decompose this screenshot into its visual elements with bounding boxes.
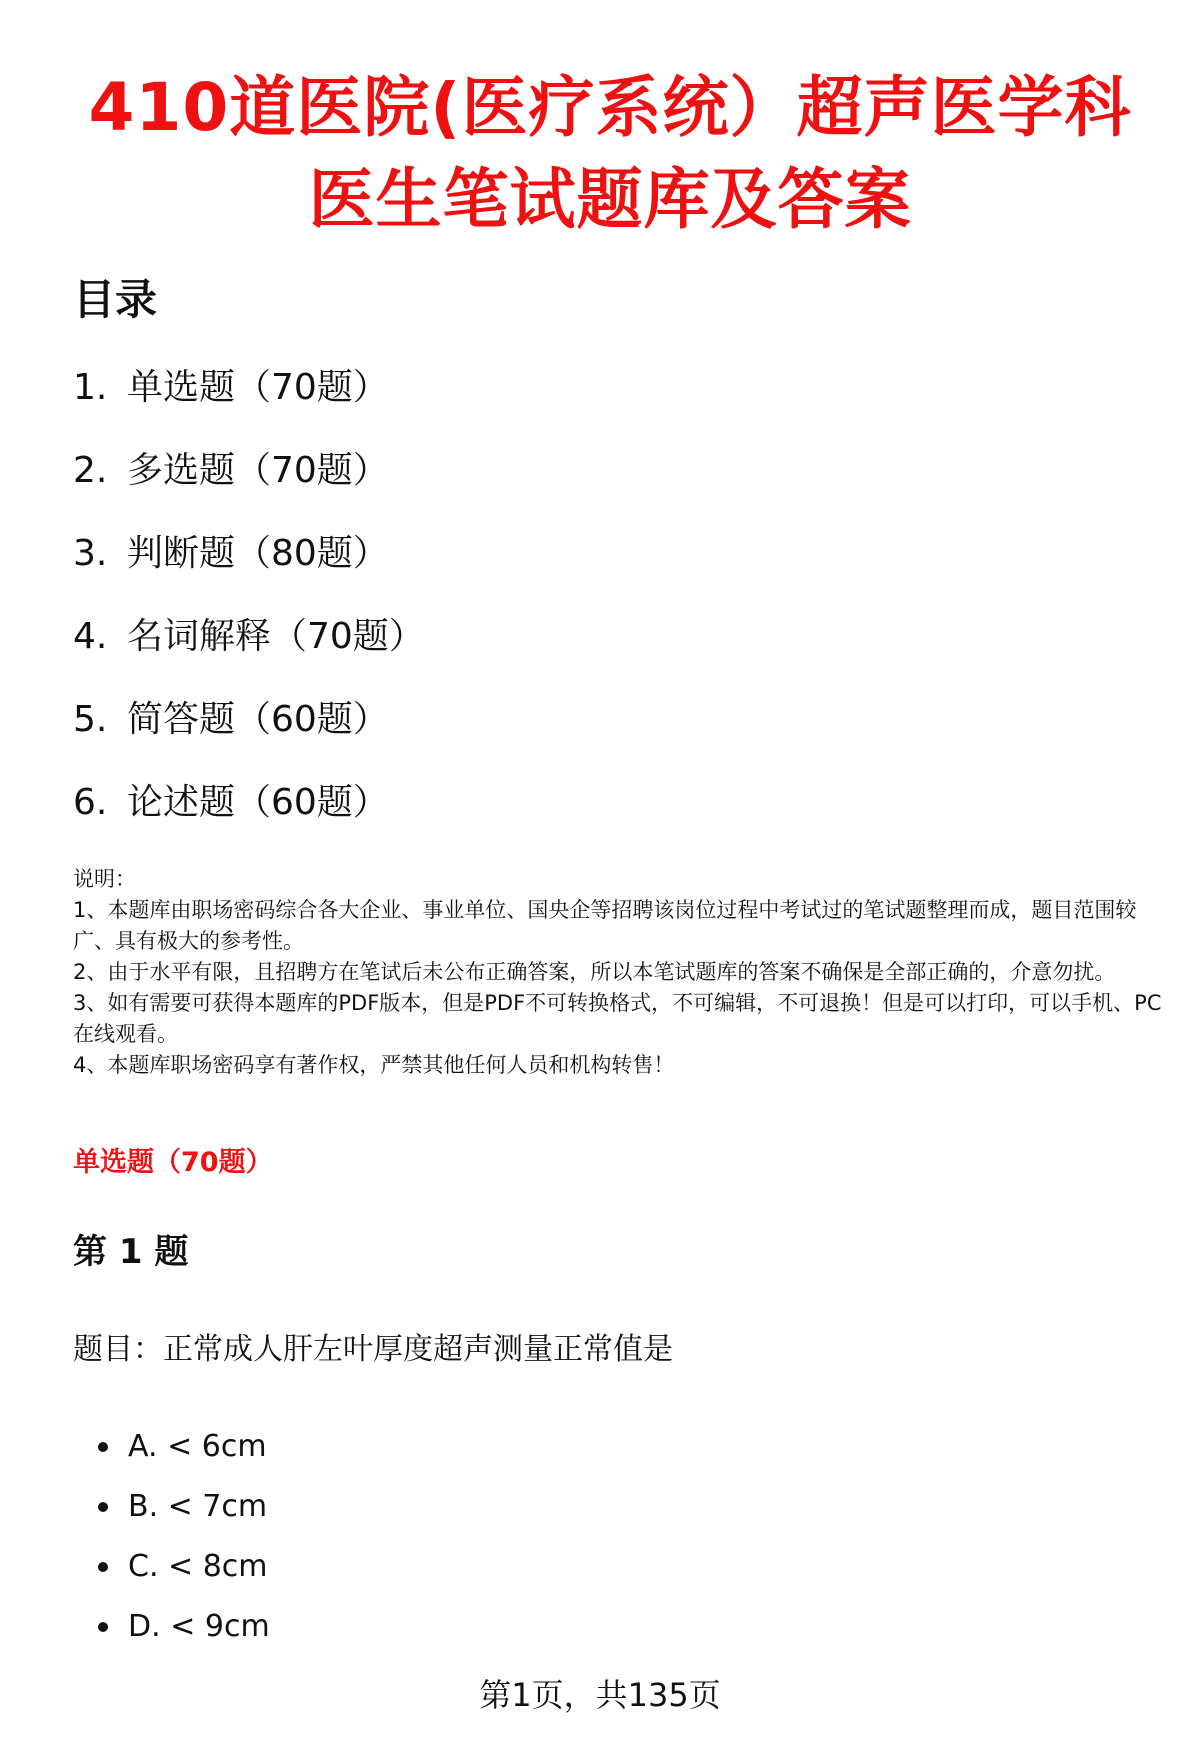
question-heading: 第 1 题 [73,1232,189,1272]
option-text: < 8cm [168,1549,268,1584]
option-c [98,1537,270,1597]
toc-item-label: 论述题（60题） [127,782,389,823]
toc-item[interactable] [73,613,425,696]
table-of-contents [73,364,425,862]
toc-item-number: 3. [73,533,108,574]
toc-item-label: 单选题（70题） [127,367,389,408]
answer-options [98,1417,270,1657]
option-letter: B. [128,1489,159,1524]
bullet-icon [98,1502,108,1512]
toc-item[interactable] [73,779,425,862]
toc-item-number: 1. [73,367,108,408]
toc-item[interactable] [73,696,425,779]
toc-item-label: 名词解释（70题） [127,616,425,657]
note-item: 4、本题库职场密码享有著作权，严禁其他任何人员和机构转售！ [73,1053,675,1077]
option-d [98,1597,270,1657]
option-a [98,1417,270,1477]
bullet-icon [98,1442,108,1452]
bullet-icon [98,1562,108,1572]
note-item: 1、本题库由职场密码综合各大企业、事业单位、国央企等招聘该岗位过程中考试过的笔试题整理而成，题目范围较广、具有极大的参考性。 [73,898,1137,953]
toc-item-label: 简答题（60题） [127,699,389,740]
toc-item-number: 2. [73,450,108,491]
toc-item-label: 判断题（80题） [127,533,389,574]
option-b [98,1477,270,1537]
page-footer: 第1页，共135页 [479,1676,721,1714]
document-title [60,62,1160,246]
option-text: < 9cm [170,1609,270,1644]
note-item: 2、由于水平有限，且招聘方在笔试后未公布正确答案，所以本笔试题库的答案不确保是全部正确的，介意勿扰。 [73,960,1116,984]
notes-heading: 说明： [73,867,136,891]
toc-item[interactable] [73,530,425,613]
notes-block [73,864,1163,1081]
toc-heading: 目录 [73,275,158,324]
option-letter: A. [128,1429,158,1464]
option-text: < 7cm [167,1489,268,1524]
toc-item[interactable] [73,447,425,530]
toc-item-label: 多选题（70题） [127,450,389,491]
title-line-2: 医生笔试题库及答案 [308,161,912,238]
question-text: 题目：正常成人肝左叶厚度超声测量正常值是 [73,1332,673,1367]
bullet-icon [98,1622,108,1632]
note-item: 3、如有需要可获得本题库的PDF版本，但是PDF不可转换格式，不可编辑，不可退换！但是可以打印，可以手机、PC在线观看。 [73,991,1162,1046]
toc-item-number: 6. [73,782,108,823]
toc-item[interactable] [73,364,425,447]
toc-item-number: 4. [73,616,108,657]
title-line-1: 410道医院(医疗系统）超声医学科 [88,69,1132,146]
section-title: 单选题（70题） [73,1147,273,1178]
option-text: < 6cm [167,1429,267,1464]
option-letter: D. [128,1609,161,1644]
option-letter: C. [128,1549,159,1584]
toc-item-number: 5. [73,699,108,740]
